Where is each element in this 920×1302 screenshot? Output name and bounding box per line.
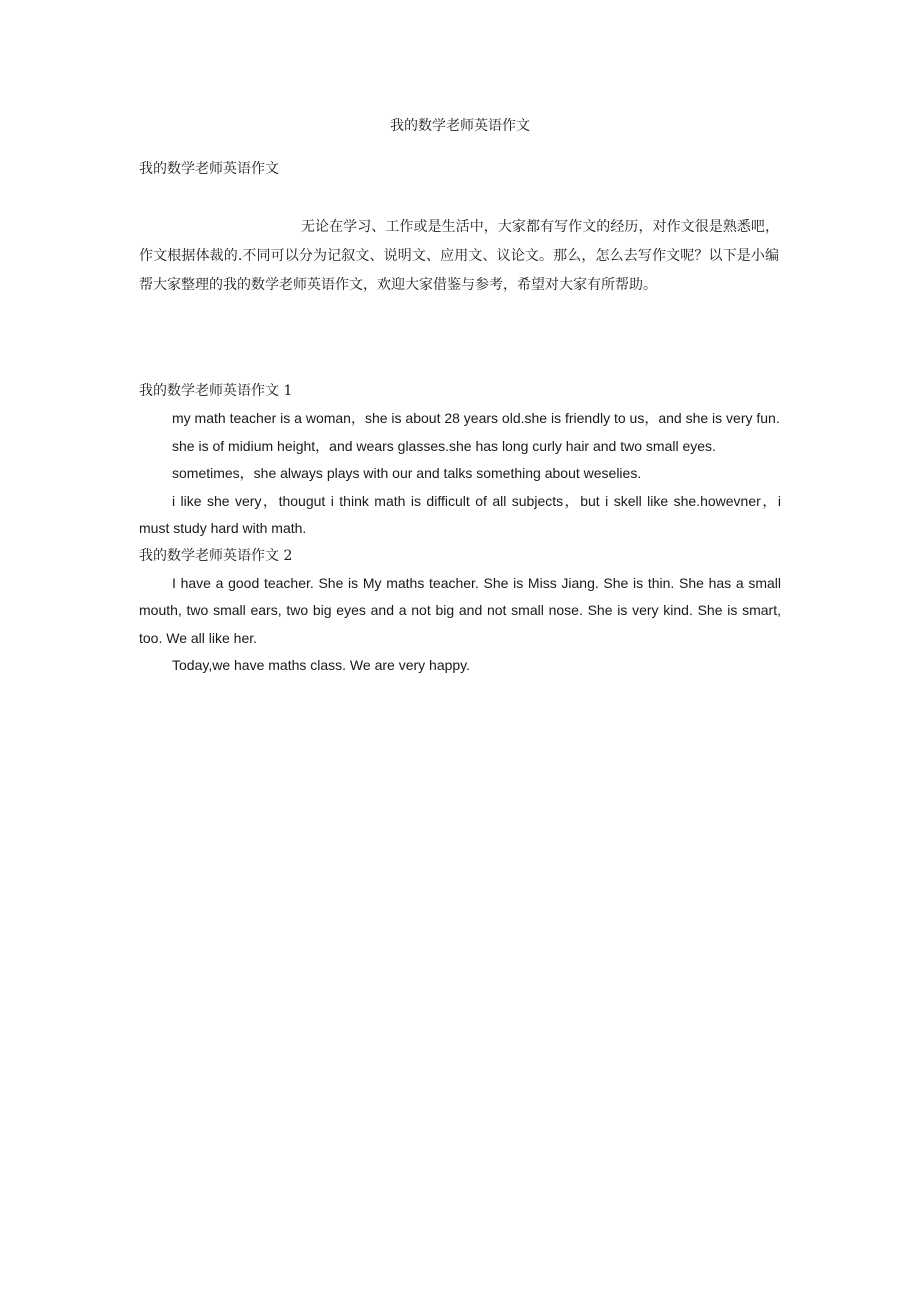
essay-paragraph: she is of midium height，and wears glasses.she has long curly hair and two small eyes. bbox=[172, 437, 716, 454]
intro-paragraph: 无论在学习、工作或是生活中，大家都有写作文的经历，对作文很是熟悉吧，作文根据体裁的.不同可以分为记叙文、说明文、应用文、议论文。那么，怎么去写作文呢？以下是小编帮大家整理的我的数学老师英语作文，欢迎大家借鉴与参考，希望对大家有所帮助。 bbox=[139, 219, 779, 293]
essay-heading: 我的数学老师英语作文 2 bbox=[139, 547, 293, 564]
essay-paragraph: i like she very，thougut i think math is difficult of all subjects，but i skell like she.howevner，i must study hard with math. bbox=[139, 492, 781, 536]
essay-2 bbox=[139, 543, 781, 680]
essay-1 bbox=[139, 378, 781, 543]
document-subtitle: 我的数学老师英语作文 bbox=[139, 161, 279, 177]
essay-paragraph: I have a good teacher. She is My maths teacher. She is Miss Jiang. She is thin. She has a small mouth, two small ears, two big eyes and a not big and not small nose. She is very kind. She is smart, too. We all like her. bbox=[139, 574, 781, 646]
essay-heading: 我的数学老师英语作文 1 bbox=[139, 383, 293, 399]
essay-paragraph: sometimes，she always plays with our and talks something about weselies. bbox=[172, 465, 642, 481]
document-title: 我的数学老师英语作文 bbox=[390, 118, 530, 134]
essays-section bbox=[139, 378, 781, 680]
essay-paragraph: Today,we have maths class. We are very happy. bbox=[172, 657, 471, 673]
essay-paragraph: my math teacher is a woman，she is about 28 years old.she is friendly to us，and she is very fun. bbox=[172, 410, 780, 426]
